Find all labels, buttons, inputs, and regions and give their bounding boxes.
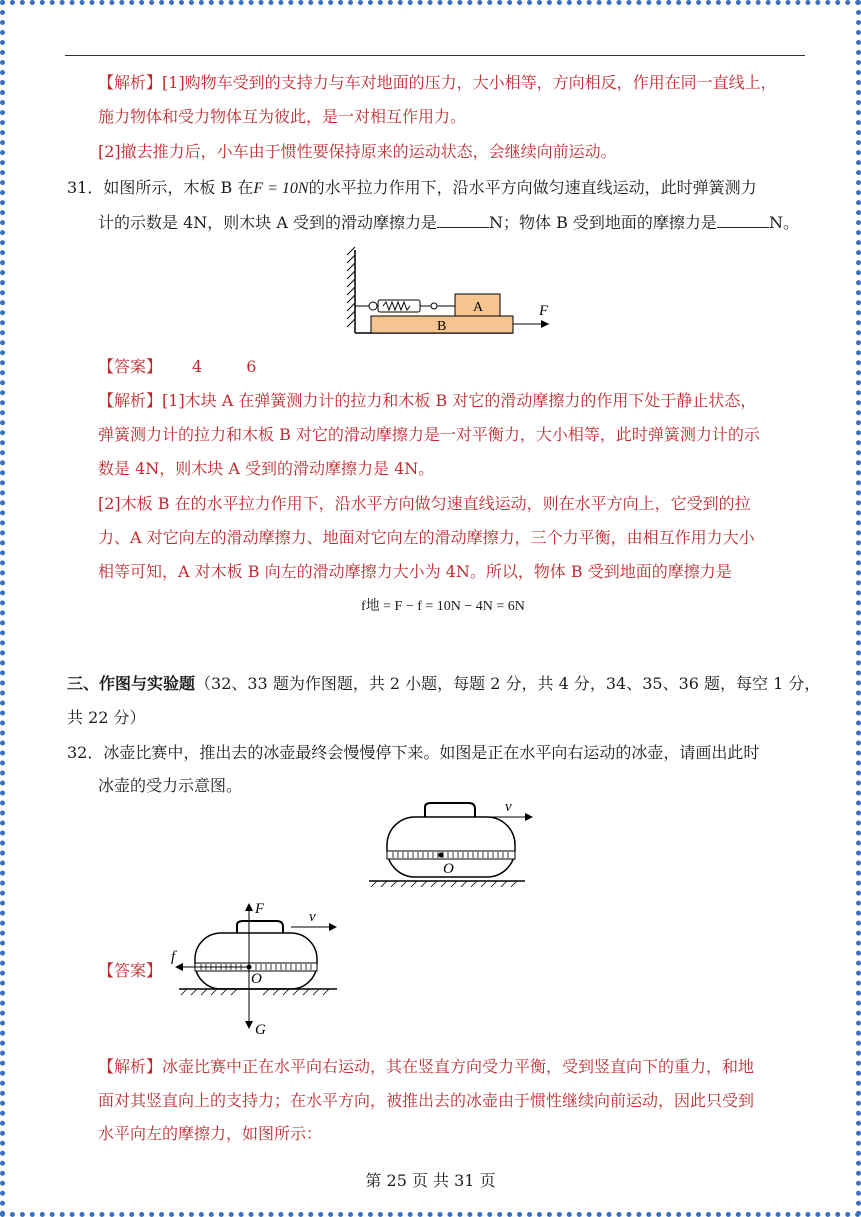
section3-heading: 三、作图与实验题（32、33 题为作图题，共 2 小题，每题 2 分，共 4 分，34、35、36 题，每空 1 分， (67, 674, 821, 693)
curling-handle (425, 803, 475, 817)
center-label: O (443, 861, 454, 877)
q31-answer: 【答案】 4 6 (98, 357, 257, 376)
q32-stem-line1: 32．冰壶比赛中，推出去的冰壶最终会慢慢停下来。如图是正在水平向右运动的冰壶，请画出此时 (67, 743, 760, 762)
block-a-label: A (473, 300, 484, 315)
answer-velocity-arrowhead (329, 923, 337, 931)
q31-stem-line1: 31．如图所示，木板 B 在F = 10N的水平拉力作用下，沿水平方向做匀速直线运动，此时弹簧测力 (67, 178, 757, 197)
q31-analysis-line4: [2]木板 B 在的水平拉力作用下，沿水平方向做匀速直线运动，则在水平方向上，它受到的拉 (98, 494, 751, 513)
velocity-label: v (505, 799, 512, 815)
q31-analysis-line6: 相等可知，A 对木板 B 向左的滑动摩擦力大小为 4N。所以，物体 B 受到地面的摩擦力是 (98, 562, 732, 581)
header-rule (65, 55, 805, 56)
gravity-label: G (255, 1022, 266, 1038)
q31-stem-line2: 计的示数是 4N，则木块 A 受到的滑动摩擦力是 N；物体 B 受到地面的摩擦力是 N。 (98, 213, 799, 232)
support-force-arrowhead (245, 903, 253, 911)
q31-formula: f地 = F − f = 10N − 4N = 6N (361, 599, 525, 614)
q31-analysis-line5: 力、A 对它向左的滑动摩擦力、地面对它向左的滑动摩擦力，三个力平衡，由相互作用力大小 (98, 528, 755, 547)
answer-value-1: 4 (192, 357, 203, 376)
answer-blank-1[interactable] (437, 213, 489, 228)
spring-scale (355, 300, 455, 312)
center-point (439, 853, 444, 858)
answer-value-2: 6 (246, 357, 257, 376)
q30-analysis-line1: 【解析】[1]购物车受到的支持力与车对地面的压力，大小相等，方向相反，作用在同一直线上， (98, 73, 777, 92)
q31-analysis-line1: 【解析】[1]木块 A 在弹簧测力计的拉力和木板 B 对它的滑动摩擦力的作用下处于静止状态， (98, 391, 757, 410)
q32-curling-figure (365, 795, 545, 890)
q32-answer-figure (167, 897, 352, 1039)
section-title: 三、作图与实验题 (67, 674, 196, 693)
q32-analysis-line3: 水平向左的摩擦力，如图所示： (98, 1124, 323, 1143)
q32-stem-line2: 冰壶的受力示意图。 (98, 776, 243, 795)
q30-analysis-line2: 施力物体和受力物体互为彼此，是一对相互作用力。 (98, 107, 467, 126)
answer-curling-handle (237, 921, 283, 933)
board-b-label: B (437, 319, 447, 334)
curling-band (387, 851, 515, 859)
answer-blank-2[interactable] (717, 213, 769, 228)
answer-center-label: O (251, 971, 262, 987)
support-force-label: F (255, 901, 265, 917)
friction-arrowhead (175, 963, 183, 971)
q32-analysis-line1: 【解析】冰壶比赛中正在水平向右运动，其在竖直方向受力平衡，受到竖直向下的重力，和地 (98, 1057, 755, 1076)
friction-label: f (171, 949, 176, 965)
force-f-arrowhead (541, 320, 549, 328)
velocity-arrowhead (525, 813, 533, 821)
answer-ground-hatch (181, 989, 329, 995)
q30-analysis-line3: [2]撤去推力后，小车由于惯性要保持原来的运动状态，会继续向前运动。 (98, 142, 617, 161)
q31-analysis-line3: 数是 4N，则木块 A 受到的滑动摩擦力是 4N。 (98, 459, 435, 478)
q31-figure (343, 245, 558, 340)
page-footer: 第 25 页 共 31 页 (365, 1171, 496, 1190)
q32-answer-tag: 【答案】 (98, 961, 163, 980)
gravity-arrowhead (245, 1021, 253, 1029)
force-f-label: F (539, 303, 549, 319)
answer-center-point (247, 965, 252, 970)
answer-velocity-label: v (309, 909, 316, 925)
q32-analysis-line2: 面对其竖直向上的支持力；在水平方向，被推出去的冰壶由于惯性继续向前运动，因此只受到 (98, 1091, 755, 1110)
section3-note-line2: 共 22 分） (67, 708, 146, 727)
q31-analysis-line2: 弹簧测力计的拉力和木板 B 对它的滑动摩擦力是一对平衡力，大小相等，此时弹簧测力计的示 (98, 425, 760, 444)
ground-hatch (371, 881, 517, 887)
analysis-tag: 【解析】 (98, 73, 163, 92)
